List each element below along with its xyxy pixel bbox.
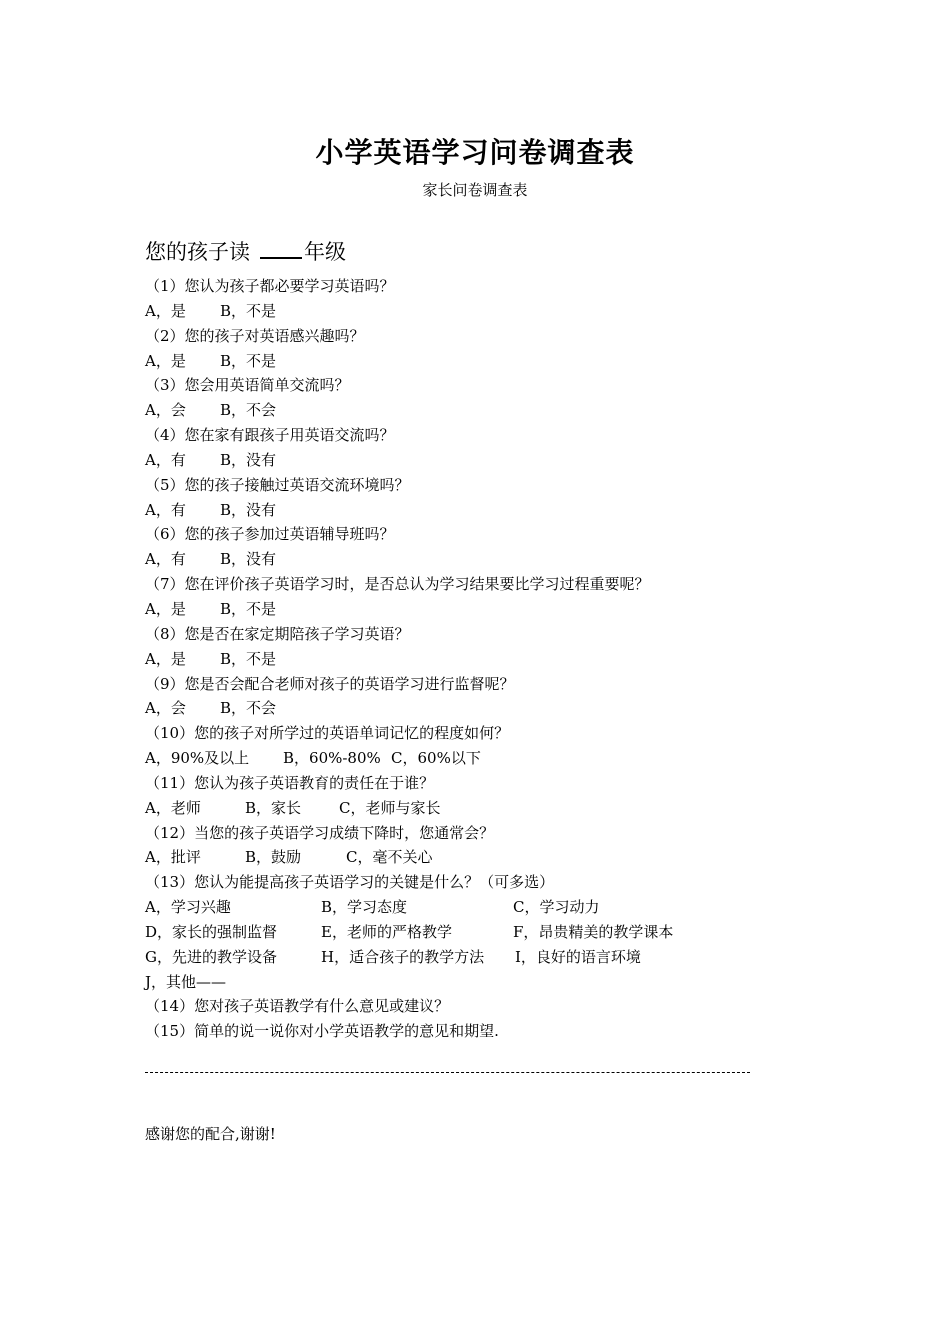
option-6a: A，有 [145,550,186,569]
option-7a: A，是 [145,599,186,618]
option-6b: B，没有 [220,550,277,569]
options-13-row-1 [145,895,845,920]
option-3a: A，会 [145,401,186,420]
question-15: （15）简单的说一说你对小学英语教学的意见和期望. [145,1022,499,1041]
grade-suffix: 年级 [304,240,346,264]
option-4a: A，有 [145,450,186,469]
page-title: 小学英语学习问卷调查表 [315,136,635,169]
option-2b: B，不是 [220,351,277,370]
options-11 [145,796,845,821]
options-13-row-2 [145,920,845,945]
option-13d: D，家长的强制监督 [145,922,278,941]
option-13b: B，学习态度 [321,898,408,917]
option-13i: I，良好的语言环境 [515,947,641,966]
question-4: （4）您在家有跟孩子用英语交流吗？ [145,426,395,445]
grade-blank [260,239,302,259]
options-5 [145,498,845,523]
option-13j: J，其他—— [145,972,227,991]
grade-line [145,236,346,266]
option-13a: A，学习兴趣 [145,898,231,917]
option-12b: B，鼓励 [245,848,302,867]
question-11: （11）您认为孩子英语教育的责任在于谁？ [145,773,435,792]
options-8 [145,647,845,672]
question-6: （6）您的孩子参加过英语辅导班吗？ [145,525,395,544]
question-5: （5）您的孩子接触过英语交流环境吗？ [145,475,410,494]
question-14: （14）您对孩子英语教学有什么意见或建议？ [145,997,450,1016]
grade-prefix: 您的孩子读 [145,240,250,264]
question-1: （1）您认为孩子都必要学习英语吗？ [145,277,395,295]
option-1b: B，不是 [220,301,277,320]
question-13: （13）您认为能提高孩子英语学习的关键是什么？（可多选） [145,873,555,892]
option-11c: C，老师与家长 [339,798,441,817]
question-7: （7）您在评价孩子英语学习时，是否总认为学习结果要比学习过程重要呢？ [145,575,650,594]
option-13h: H，适合孩子的教学方法 [321,947,485,966]
options-6 [145,547,845,572]
option-11a: A，老师 [145,798,201,817]
option-2a: A，是 [145,351,186,370]
option-13f: F，昂贵精美的教学课本 [513,922,674,941]
options-12 [145,845,845,870]
options-2 [145,349,845,374]
option-5b: B，没有 [220,500,277,519]
option-4b: B，没有 [220,450,277,469]
options-10 [145,746,845,771]
dashed-divider [145,1072,750,1073]
option-12a: A，批评 [145,848,201,867]
option-8a: A，是 [145,649,186,668]
option-8b: B，不是 [220,649,277,668]
question-10: （10）您的孩子对所学过的英语单词记忆的程度如何？ [145,724,510,743]
option-10c: C，60%以下 [391,749,481,768]
options-3 [145,398,845,423]
question-12: （12）当您的孩子英语学习成绩下降时，您通常会？ [145,823,495,842]
option-7b: B，不是 [220,599,277,618]
options-13-row-3 [145,945,845,970]
option-9a: A，会 [145,699,186,718]
option-5a: A，有 [145,500,186,519]
option-3b: B，不会 [220,401,277,420]
option-13g: G，先进的教学设备 [145,947,277,966]
option-11b: B，家长 [245,798,302,817]
thanks-note: 感谢您的配合,谢谢! [145,1125,276,1143]
question-list [145,274,845,1044]
option-10a: A，90%及以上 [145,749,250,768]
option-13e: E，老师的严格教学 [321,922,452,941]
option-1a: A，是 [145,301,186,320]
question-8: （8）您是否在家定期陪孩子学习英语？ [145,624,410,643]
option-10b: B，60%-80% [283,749,381,768]
option-13c: C，学习动力 [513,898,600,917]
options-13-row-4 [145,970,845,995]
question-9: （9）您是否会配合老师对孩子的英语学习进行监督呢？ [145,674,515,693]
question-2: （2）您的孩子对英语感兴趣吗？ [145,326,365,345]
options-9 [145,696,845,721]
options-7 [145,597,845,622]
question-3: （3）您会用英语简单交流吗？ [145,376,350,395]
option-9b: B，不会 [220,699,277,718]
page-subtitle: 家长问卷调查表 [422,181,528,199]
option-12c: C，毫不关心 [346,848,433,867]
options-4 [145,448,845,473]
options-1 [145,299,845,324]
